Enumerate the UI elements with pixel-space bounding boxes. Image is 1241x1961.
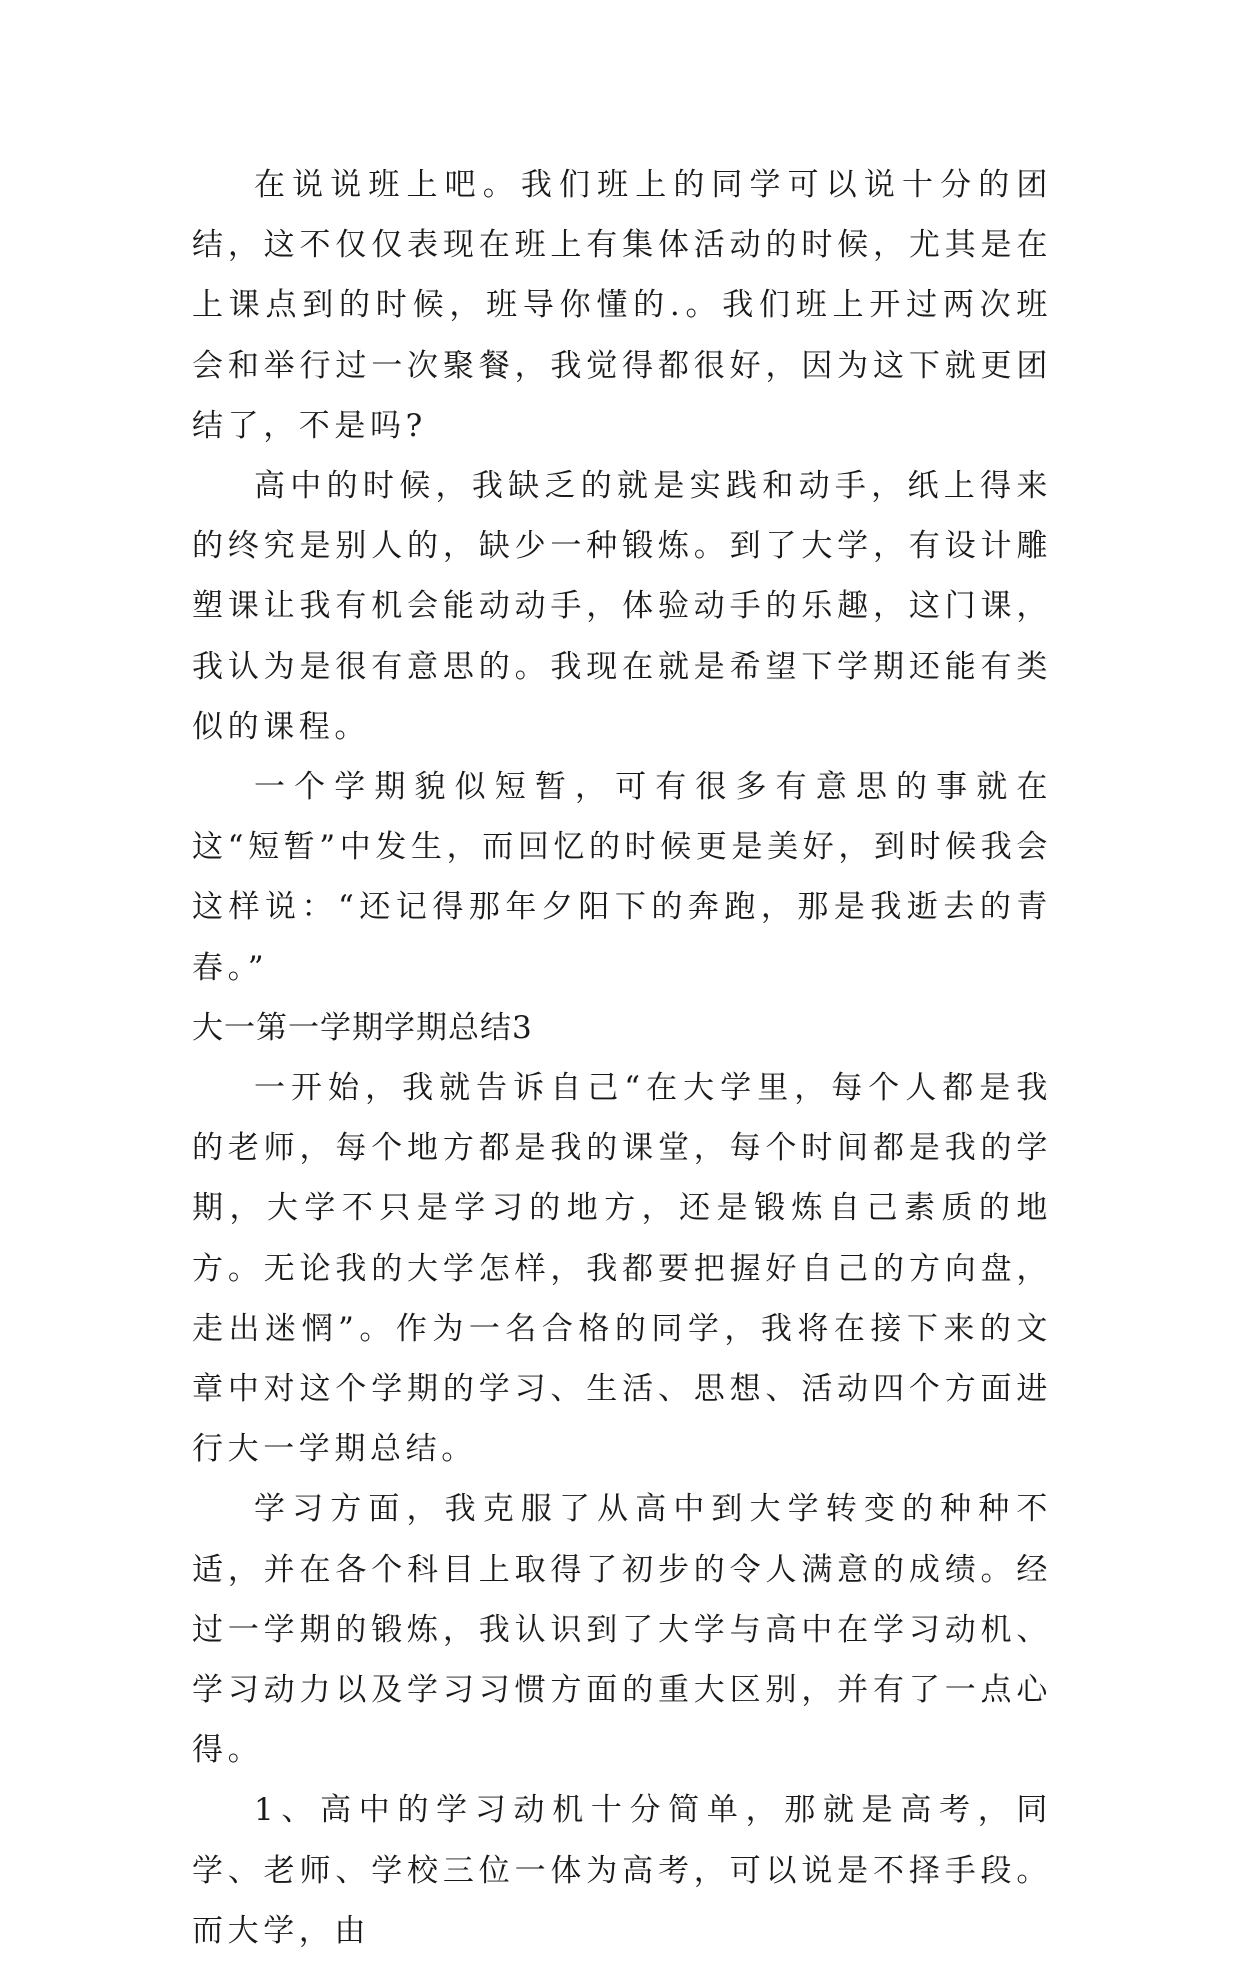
document-body [192, 155, 1052, 1961]
paragraph-practice: 高中的时候，我缺乏的就是实践和动手，纸上得来的终究是别人的，缺少一种锻炼。到了大学，有设计雕塑课让我有机会能动动手，体验动手的乐趣，这门课，我认为是很有意思的。我现在就是希望下学期还能有类似的课程。 [192, 468, 1052, 745]
paragraph-motivation: 1、高中的学习动机十分简单，那就是高考，同学、老师、学校三位一体为高考，可以说是不择手段。而大学，由 [192, 1792, 1052, 1949]
paragraph-semester-memory: 一个学期貌似短暂，可有很多有意思的事就在这“短暂”中发生，而回忆的时候更是美好，到时候我会这样说：“还记得那年夕阳下的奔跑，那是我逝去的青春。” [192, 769, 1052, 986]
paragraph-study: 学习方面，我克服了从高中到大学转变的种种不适，并在各个科目上取得了初步的令人满意的成绩。经过一学期的锻炼，我认识到了大学与高中在学习动机、学习动力以及学习习惯方面的重大区别，并有了一点心得。 [192, 1491, 1052, 1769]
paragraph-intro: 一开始，我就告诉自己“在大学里，每个人都是我的老师，每个地方都是我的课堂，每个时间都是我的学期，大学不只是学习的地方，还是锻炼自己素质的地方。无论我的大学怎样，我都要把握好自己的方向盘，走出迷惘”。作为一名合格的同学，我将在接下来的文章中对这个学期的学习、生活、思想、活动四个方面进行大一学期总结。 [192, 1070, 1052, 1468]
section-heading: 大一第一学期学期总结3 [192, 1009, 533, 1046]
paragraph-class-unity: 在说说班上吧。我们班上的同学可以说十分的团结，这不仅仅表现在班上有集体活动的时候，尤其是在上课点到的时候，班导你懂的.。我们班上开过两次班会和举行过一次聚餐，我觉得都很好，因为这下就更团结了，不是吗? [192, 167, 1052, 444]
